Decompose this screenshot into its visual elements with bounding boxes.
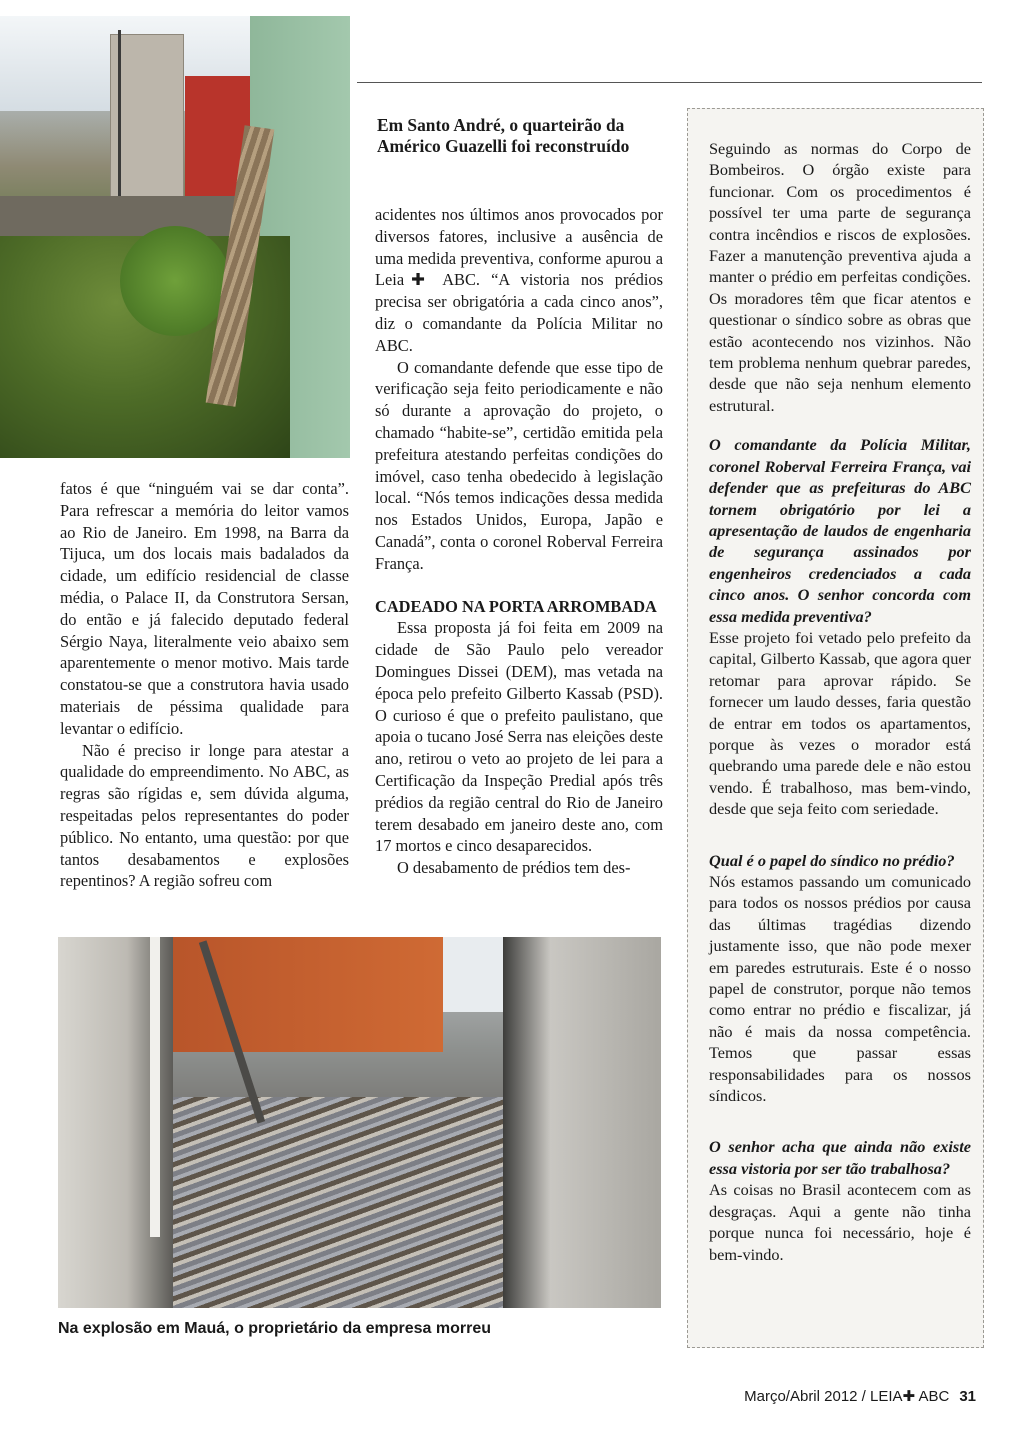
page-footer [744,1387,976,1405]
paragraph: fatos é que “ninguém vai se dar conta”. Para refrescar a memória do leitor vamos ao Rio de Janeiro. Em 1998, na Barra da Tijuca, um dos locais mais badalados da cidade, um edifício residencial de classe média, o Palace II, da Construtora Sersan, do então e já falecido deputado federal Sérgio Naya, literalmente veio abaixo sem aparentemente o menor motivo. Mais tarde constatou-se que a construtora havia usado materiais de péssima qualidade para levantar o edifício. [60,479,349,738]
question-text: Qual é o papel do síndico no prédio? [709,850,955,870]
photo-headline: Em Santo André, o quarteirão da Américo Guazelli foi reconstruído [377,115,630,156]
plus-icon: ✚ [902,1388,916,1405]
article-column-2 [375,204,663,879]
question-text: O senhor acha que ainda não existe essa vistoria por ser tão trabalhosa? [709,1137,971,1178]
interview-column [709,138,971,1265]
photo-caption: Na explosão em Mauá, o proprietário da empresa morreu [58,1320,492,1337]
section-subhead: CADEADO NA PORTA ARROMBADA [375,596,657,616]
explosion-photo [58,937,661,1308]
answer-text: Seguindo as normas do Corpo de Bombeiros. O órgão existe para funcionar. Com os procedimentos é possível ter uma parte de segurança contra incêndios e riscos de explosões. Fazer a manutenção preventiva ajuda a manter o prédio em perfeitas condições. Os moradores têm que ficar atentos e questionar o síndico sobre as obras que estão acontecendo nos vizinhos. Não tem problema nenhum quebrar paredes, desde que não seja nenhum elemento estrutural. [709,139,971,415]
question-text: O comandante da Polícia Militar, coronel Roberval Ferreira França, vai defender que as prefeituras do ABC tornem obrigatório por lei a apresentação de laudos de engenharia de segurança assinados por engenheiros credenciados a cada cinco anos. O senhor concorda com essa medida preventiva? [709,435,971,626]
brand-label: ABC [915,1388,950,1405]
paragraph: acidentes nos últimos anos provocados por diversos fatores, inclusive a ausência de uma medida preventiva, conforme apurou a Leia✚ ABC. “A vistoria nos prédios precisa ser obrigatória a cada cinco anos”, diz o comandante da Polícia Militar no ABC. [375,205,663,355]
paragraph: Essa proposta já foi feita em 2009 na cidade de São Paulo pelo vereador Domingues Dissei (DEM), mas vetada na época pelo prefeito Gilberto Kassab (PSD). O curioso é que o prefeito paulistano, que apoia o tucano José Serra nas eleições deste ano, retirou o veto ao projeto de lei para a Certificação da Inspeção Predial após três prédios da região central do Rio de Janeiro terem desabado em janeiro deste ano, com 17 mortos e cinco desaparecidos. [375,618,663,856]
article-column-1 [60,478,349,892]
page-number: 31 [959,1388,976,1405]
street-photo [0,16,350,458]
answer-text: Nós estamos passando um comunicado para todos os nossos prédios por causa das últimas tragédias dizendo justamente isso, que não pode mexer em paredes estruturais. Este é o nosso papel de construtor, porque não temos como entrar no prédio e fiscalizar, já não é mais da nossa competência. Temos que passar essas responsabilidades para os nossos síndicos. [709,872,971,1106]
top-divider [357,82,982,83]
answer-text: Esse projeto foi vetado pelo prefeito da capital, Gilberto Kassab, que agora quer retomar para aprovar rápido. Se fornecer um laudo desses, faria questão de entrar em todos os apartamentos, porque às vezes o morador está quebrando uma parede dele e não estou vendo. É trabalhoso, mas bem-vindo, desde que seja feito com seriedade. [709,627,971,819]
paragraph: O desabamento de prédios tem des- [397,858,631,878]
paragraph: Não é preciso ir longe para atestar a qualidade do empreendimento. No ABC, as regras são rígidas e, sem dúvida alguma, respeitadas pelos representantes do poder público. No entanto, uma questão: por que tantos desabamentos e explosões repentinos? A região sofreu com [60,740,349,891]
answer-text: As coisas no Brasil acontecem com as desgraças. Aqui a gente não tinha porque nunca foi necessário, hoje é bem-vindo. [709,1180,971,1264]
paragraph: O comandante defende que esse tipo de verificação seja feito periodicamente e não só durante a aprovação do projeto, o chamado “habite-se”, certidão emitida pela prefeitura atestando perfeitas condições do imóvel, caso tenha obedecido à legislação local. “Nós temos indicações dessa medida nos Estados Unidos, Europa, Japão e Canadá”, conta o coronel Roberval Ferreira França. [375,357,663,573]
issue-label: Março/Abril 2012 / LEIA [744,1388,903,1405]
